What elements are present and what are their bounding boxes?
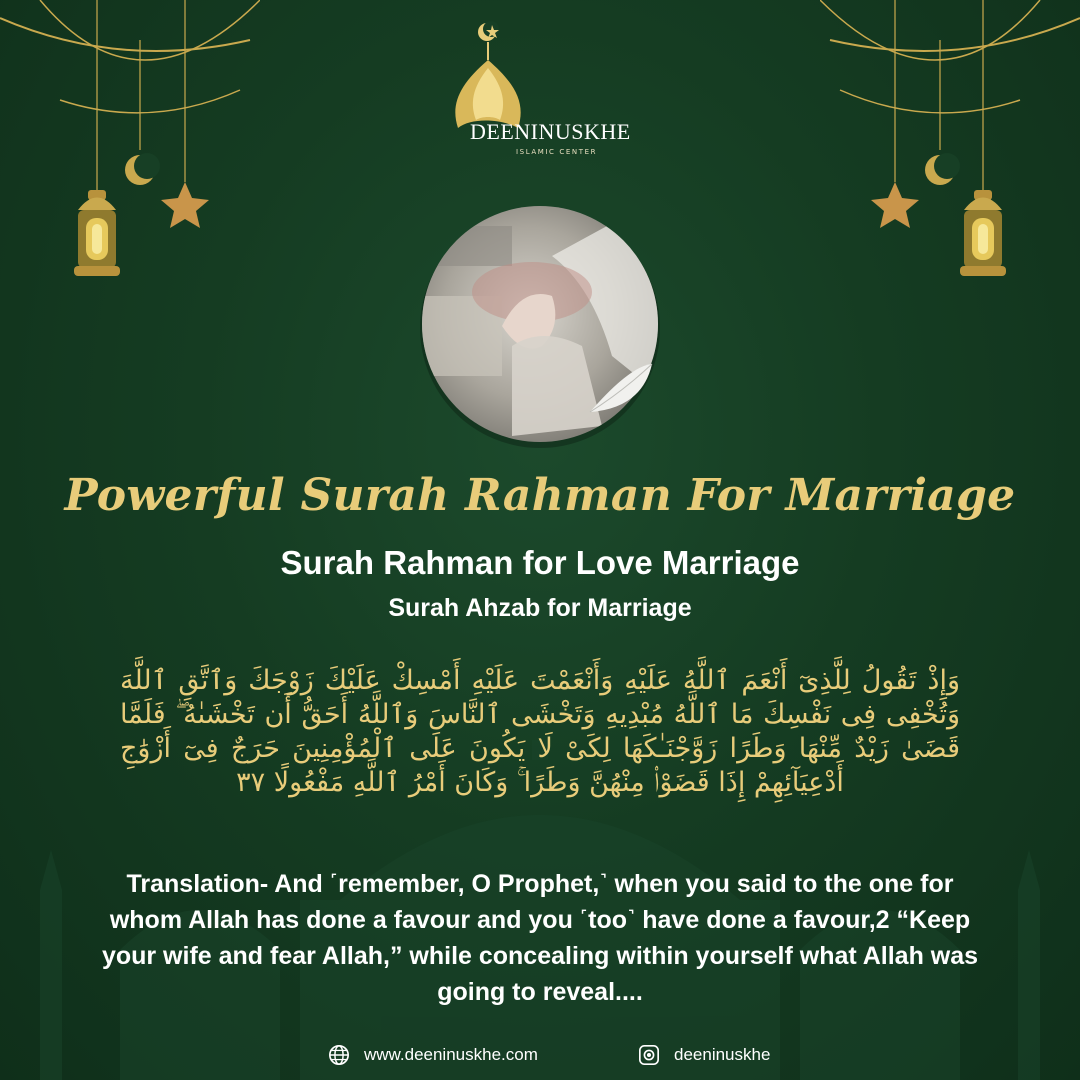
subtitle: Surah Rahman for Love Marriage bbox=[280, 544, 800, 581]
website-link[interactable] bbox=[328, 1042, 538, 1068]
secondary-subtitle: Surah Ahzab for Marriage bbox=[388, 594, 692, 622]
lantern-icon bbox=[960, 190, 1006, 276]
lantern-icon bbox=[74, 190, 120, 276]
prayer-hands-photo bbox=[412, 196, 672, 456]
arabic-verse: وَإِذْ تَقُولُ لِلَّذِىٓ أَنْعَمَ ٱللَّهُ عَلَيْهِ وَأَنْعَمْتَ عَلَيْهِ أَمْسِكْ عَلَيْكَ زَوْجَكَ وَٱتَّقِ ٱللَّهَ وَتُخْفِى فِى نَفْسِكَ مَا ٱللَّهُ مُبْدِيهِ وَتَخْشَى ٱلنَّاسَ وَٱللَّهُ أَحَقُّ أَن تَخْشَىٰهُ ۖ فَلَمَّا قَضَىٰ زَيْدٌ مِّنْهَا وَطَرًا زَوَّجْنَـٰكَهَا لِكَىْ لَا يَكُونَ عَلَى ٱلْمُؤْمِنِينَ حَرَجٌ فِىٓ أَزْوَٰجِ أَدْعِيَآئِهِمْ إِذَا قَضَوْا۟ مِنْهُنَّ وَطَرًا ۚ وَكَانَ أَمْرُ ٱللَّهِ مَفْعُولًا ٣٧ bbox=[120, 665, 960, 798]
brand-name: DEENINUSKHE bbox=[470, 119, 631, 144]
star-icon bbox=[161, 182, 209, 228]
verse-translation: Translation- And ˹remember, O Prophet,˺ when you said to the one for whom Allah has done a favour and you ˹too˺ have done a favour,2 “Keep your wife and fear Allah,” while concealing within yourself what Allah was going to reveal.... bbox=[101, 870, 979, 1006]
brand-logo bbox=[440, 12, 660, 156]
globe-icon bbox=[328, 1044, 350, 1066]
page-title: Powerful Surah Rahman For Marriage bbox=[64, 470, 1016, 521]
instagram-handle: deeninuskhe bbox=[674, 1045, 771, 1064]
website-text: www.deeninuskhe.com bbox=[364, 1045, 538, 1064]
instagram-icon bbox=[638, 1044, 660, 1066]
crescent-icon bbox=[125, 153, 160, 185]
instagram-link[interactable] bbox=[638, 1042, 770, 1068]
hanging-lantern-decor-left bbox=[0, 0, 260, 300]
hanging-lantern-decor-right bbox=[820, 0, 1080, 300]
crescent-icon bbox=[925, 153, 960, 185]
brand-tagline: ISLAMIC CENTER bbox=[516, 148, 598, 156]
star-icon bbox=[871, 182, 919, 228]
dome-crescent-logo-icon bbox=[440, 12, 660, 132]
